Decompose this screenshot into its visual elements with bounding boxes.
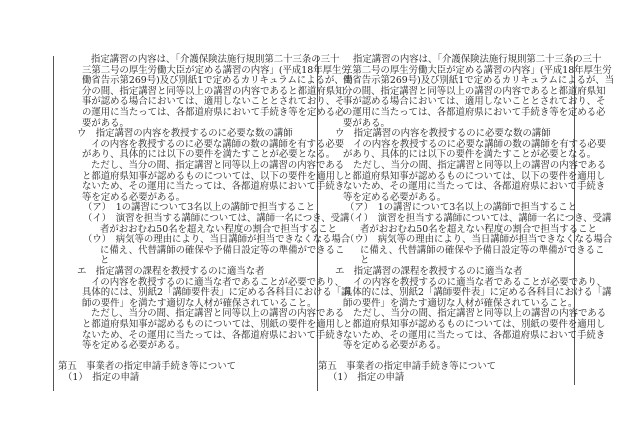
paragraph-line: の運用に当たっては、各都道府県において手続き等を定める必: [343, 107, 606, 118]
list-item-continuation: に備え、代替講師の確保や予備日設定等の準備ができるこ: [100, 244, 345, 256]
subsection-heading: （1） 指定の申請: [328, 372, 405, 383]
item-heading: エ 指定講習の課程を教授するのに適当な者: [77, 266, 265, 277]
paragraph-line: ないため、その運用に当たっては、各都道府県において手続き: [82, 181, 345, 193]
paragraph-line: 師の要件」を満たす適切な人材が確保されていること。: [343, 297, 578, 309]
paragraph-line: と都道府県知事が認めるものについては、以下の要件を適用し: [82, 170, 345, 182]
list-item: （ウ） 病気等の理由により、当日講師が担当できなくなる場合: [345, 234, 613, 246]
paragraph-first-line: 指定講習の内容は、「介護保険法施行規則第二十三条の三十: [353, 54, 602, 65]
list-item-continuation: 者がおおむね50名を超えない程度の割合で担当すること: [100, 223, 337, 235]
paragraph-line: があり、具体的には以下の要件を満たすことが必要となる。: [343, 149, 597, 161]
item-heading: エ 指定講習の課程を教授するのに適当な者: [335, 266, 523, 277]
paragraph-line: 具体的には、別紙2「講師要件表」に定める各科目における「講: [343, 287, 612, 299]
section-heading: 第五 事業者の指定申請手続き等について: [58, 361, 236, 373]
paragraph-line: 師の要件」を満たす適切な人材が確保されていること。: [82, 297, 317, 309]
paragraph-line: と都道府県知事が認めるものについては、別紙の要件を適用し: [343, 319, 606, 330]
list-item: （ア） 1の講習について3名以上の講師で担当すること: [345, 202, 578, 214]
paragraph-line: 事が認める場合においては、適用しないこととされており、そ: [82, 96, 345, 108]
item-heading: ウ 指定講習の内容を教授するのに必要な数の講師: [77, 128, 293, 140]
paragraph-line: 要がある。: [82, 117, 129, 129]
list-item-continuation: と: [100, 255, 110, 267]
list-item: （イ） 演習を担当する講師については、講師一名につき、受講: [83, 213, 350, 224]
paragraph-line: 働省告示第269号)及び別紙1で定めるカリキュラムによるが、当: [82, 75, 354, 87]
paragraph-first-line: イの内容を教授するのに適当な者であることが必要であり、: [91, 276, 345, 288]
paragraph-first-line: 指定講習の内容は、「介護保険法施行規則第二十三条の三十: [91, 54, 340, 65]
list-item-continuation: と: [360, 255, 370, 267]
paragraph-line: と都道府県知事が認めるものについては、以下の要件を適用し: [343, 170, 606, 182]
paragraph-line: 等を定める必要がある。: [343, 191, 447, 203]
paragraph-line: 等を定める必要がある。: [343, 340, 447, 352]
paragraph-line: と都道府県知事が認めるものについては、別紙の要件を適用し: [82, 319, 345, 330]
paragraph-line: 三第二号の厚生労働大臣が定める講習の内容」(平成18年厚生労: [343, 64, 612, 76]
paragraph-line: 働省告示第269号)及び別紙1で定めるカリキュラムによるが、当: [343, 75, 615, 87]
list-item: （イ） 演習を担当する講師については、講師一名につき、受講: [345, 213, 612, 224]
paragraph-first-line: イの内容を教授するのに適当な者であることが必要であり、: [353, 276, 607, 288]
paragraph-line: 事が認める場合においては、適用しないこととされており、そ: [343, 96, 606, 108]
paragraph-line: 等を定める必要がある。: [82, 340, 186, 352]
paragraph-line: ないため、その運用に当たっては、各都道府県において手続き: [343, 181, 606, 193]
left-column-border: [53, 56, 54, 391]
item-heading: ウ 指定講習の内容を教授するのに必要な数の講師: [335, 128, 551, 140]
paragraph-first-line: ただし、当分の間、指定講習と同等以上の講習の内容である: [353, 308, 607, 320]
paragraph-first-line: イの内容を教授するのに必要な講師の数の講師を有する必要: [353, 138, 607, 150]
list-item: （ア） 1の講習について3名以上の講師で担当すること: [83, 202, 316, 214]
paragraph-line: 等を定める必要がある。: [82, 191, 186, 203]
paragraph-line: ないため、その運用に当たっては、各都道府県において手続き: [82, 329, 345, 341]
paragraph-first-line: ただし、当分の間、指定講習と同等以上の講習の内容である: [353, 160, 607, 171]
paragraph-line: 分の間、指定講習と同等以上の講習の内容であると都道府県知: [343, 85, 606, 97]
paragraph-first-line: イの内容を教授するのに必要な講師の数の講師を有する必要: [91, 138, 345, 150]
subsection-heading: （1） 指定の申請: [63, 372, 140, 383]
paragraph-line: 分の間、指定講習と同等以上の講習の内容であると都道府県知: [82, 85, 345, 97]
list-item-continuation: に備え、代替講師の確保や予備日設定等の準備ができるこ: [360, 244, 605, 256]
section-heading: 第五 事業者の指定申請手続き等について: [318, 361, 496, 373]
list-item-continuation: 者がおおむね50名を超えない程度の割合で担当すること: [360, 223, 597, 235]
paragraph-first-line: ただし、当分の間、指定講習と同等以上の講習の内容である: [91, 160, 345, 171]
paragraph-line: の運用に当たっては、各都道府県において手続き等を定める必: [82, 107, 345, 118]
paragraph-first-line: ただし、当分の間、指定講習と同等以上の講習の内容である: [91, 308, 345, 320]
paragraph-line: ないため、その運用に当たっては、各都道府県において手続き: [343, 329, 606, 341]
paragraph-line: 要がある。: [343, 117, 390, 129]
list-item: （ウ） 病気等の理由により、当日講師が担当できなくなる場合: [83, 234, 351, 246]
paragraph-line: 具体的には、別紙2「講師要件表」に定める各科目における「講: [82, 287, 351, 299]
paragraph-line: があり、具体的には以下の要件を満たすことが必要となる。: [82, 149, 336, 161]
paragraph-line: 三第二号の厚生労働大臣が定める講習の内容」(平成18年厚生労: [82, 64, 351, 76]
